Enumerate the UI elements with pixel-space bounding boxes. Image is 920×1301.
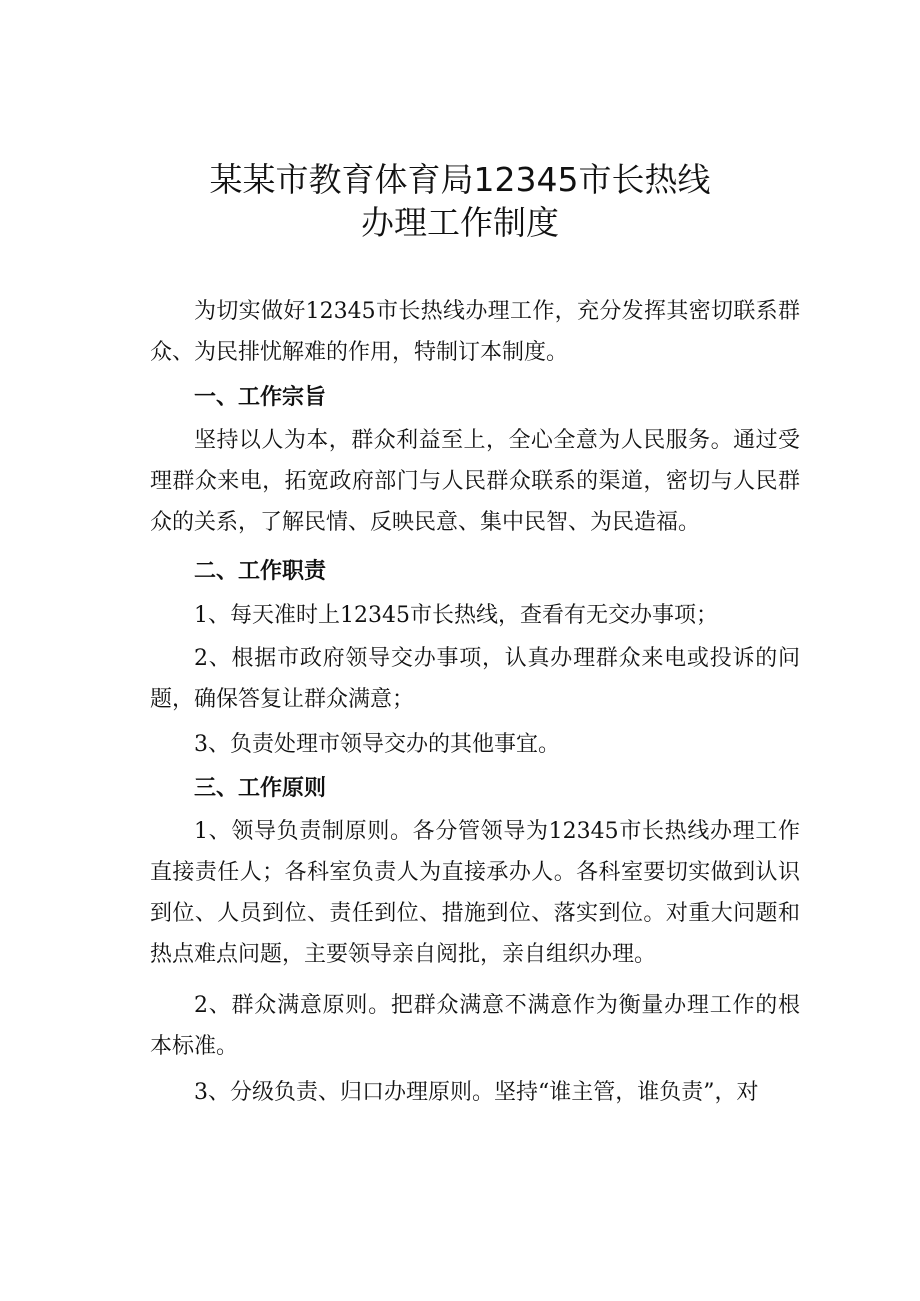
section-3-heading: 三、工作原则	[194, 776, 327, 801]
section-2-item-1: 1、每天准时上12345市长热线，查看有无交办事项；	[194, 603, 718, 628]
document-title-line-1: 某某市教育体育局12345市长热线	[209, 160, 711, 199]
section-2-item-3: 3、负责处理市领导交办的其他事宜。	[194, 732, 560, 757]
section-3-item-1: 1、领导负责制原则。各分管领导为12345市长热线办理工作直接责任人；各科室负责人为直接承办人。各科室要切实做到认识到位、人员到位、责任到位、措施到位、落实到位。对重大问题和热点难点问题，主要领导亲自阅批，亲自组织办理。	[150, 819, 800, 967]
section-2-item-2: 2、根据市政府领导交办事项，认真办理群众来电或投诉的问题，确保答复让群众满意；	[150, 646, 800, 712]
section-3-item-3: 3、分级负责、归口办理原则。坚持“谁主管，谁负责”，对	[194, 1080, 759, 1105]
section-1-heading: 一、工作宗旨	[194, 385, 327, 410]
section-3-item-2: 2、群众满意原则。把群众满意不满意作为衡量办理工作的根本标准。	[150, 993, 800, 1059]
intro-paragraph: 为切实做好12345市长热线办理工作，充分发挥其密切联系群众、为民排忧解难的作用，特制订本制度。	[150, 299, 800, 365]
section-2-heading: 二、工作职责	[194, 559, 327, 584]
document-title-line-2: 办理工作制度	[361, 203, 559, 242]
section-1-body: 坚持以人为本，群众利益至上，全心全意为人民服务。通过受理群众来电，拓宽政府部门与人民群众联系的渠道，密切与人民群众的关系，了解民情、反映民意、集中民智、为民造福。	[150, 428, 800, 535]
